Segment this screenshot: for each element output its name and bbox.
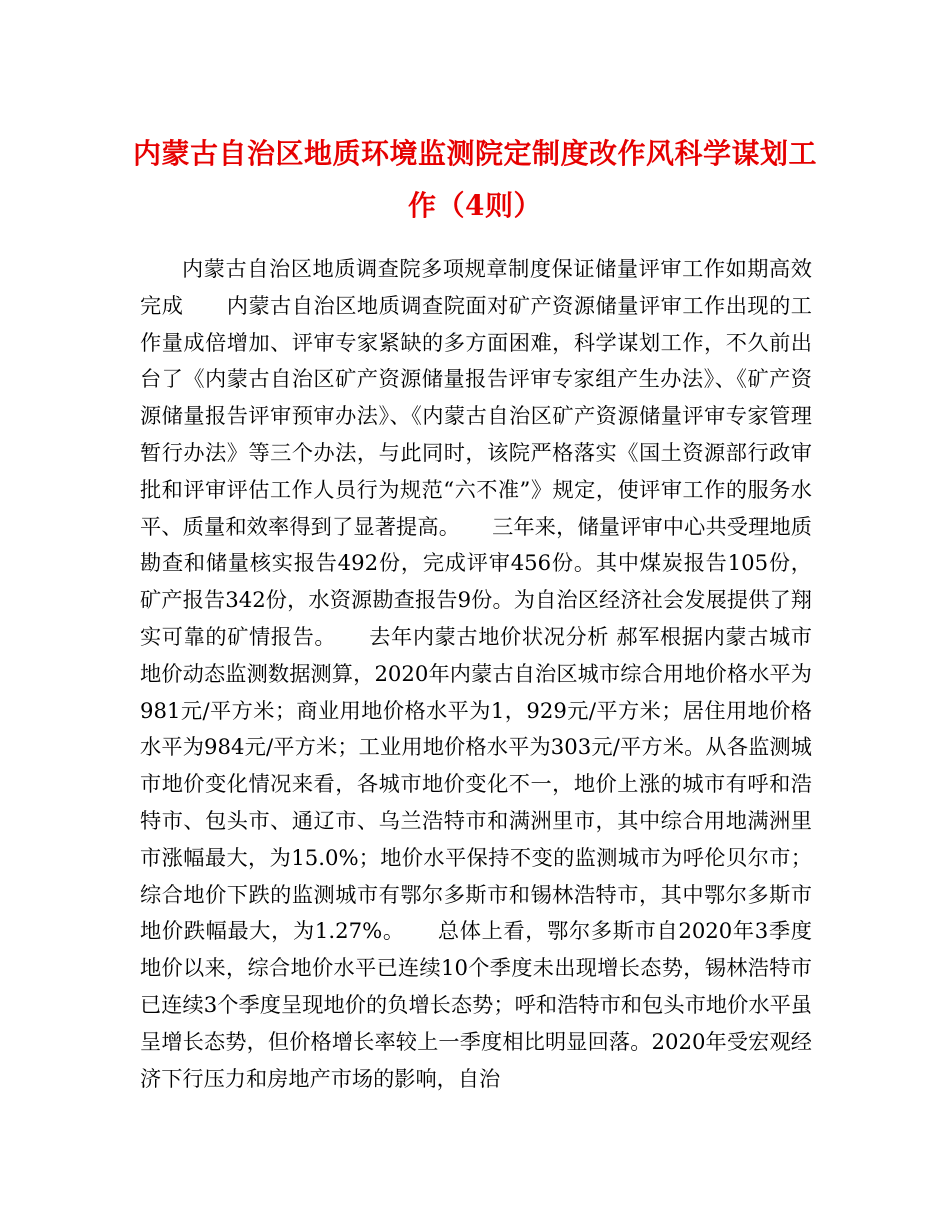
document-body-paragraph: 内蒙古自治区地质调查院多项规章制度保证储量评审工作如期高效完成 内蒙古自治区地质调查院面对矿产资源储量评审工作出现的工作量成倍增加、评审专家紧缺的多方面困难，科学谋划工作，不久前出台了《内蒙古自治区矿产资源储量报告评审专家组产生办法》、《矿产资源储量报告评审预审办法》、《内蒙古自治区矿产资源储量评审专家管理暂行办法》等三个办法，与此同时，该院严格落实《国土资源部行政审批和评审评估工作人员行为规范“六不准”》规定，使评审工作的服务水平、质量和效率得到了显著提高。 三年来，储量评审中心共受理地质勘查和储量核实报告492份，完成评审456份。其中煤炭报告105份，矿产报告342份，水资源勘查报告9份。为自治区经济社会发展提供了翔实可靠的矿情报告。 去年内蒙古地价状况分析 郝军根据内蒙古城市地价动态监测数据测算，2020年内蒙古自治区城市综合用地价格水平为981元/平方米；商业用地价格水平为1，929元/平方米；居住用地价格水平为984元/平方米；工业用地价格水平为303元/平方米。从各监测城市地价变化情况来看，各城市地价变化不一，地价上涨的城市有呼和浩特市、包头市、通辽市、乌兰浩特市和满洲里市，其中综合用地满洲里市涨幅最大，为15.0%；地价水平保持不变的监测城市为呼伦贝尔市；综合地价下跌的监测城市有鄂尔多斯市和锡林浩特市，其中鄂尔多斯市地价跌幅最大，为1.27%。 总体上看，鄂尔多斯市自2020年3季度地价以来，综合地价水平已连续10个季度未出现增长态势，锡林浩特市已连续3个季度呈现地价的负增长态势；呼和浩特市和包头市地价水平虽呈增长态势，但价格增长率较上一季度相比明显回落。2020年受宏观经济下行压力和房地产市场的影响，自治	[140, 256, 812, 1091]
document-title: 内蒙古自治区地质环境监测院定制度改作风科学谋划工作（4则）	[132, 137, 817, 222]
